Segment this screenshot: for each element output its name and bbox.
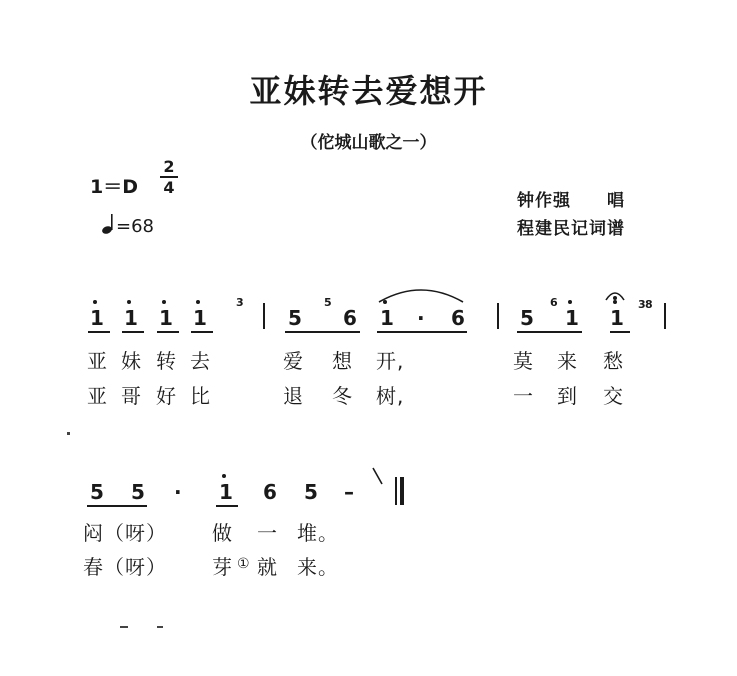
lyric: 来	[557, 349, 578, 373]
time-signature-top: 2	[163, 157, 175, 176]
final-barline-thick	[400, 477, 404, 505]
lyric: 春（呀）	[83, 555, 167, 579]
note: 1	[124, 306, 138, 330]
lyric: 比	[190, 384, 211, 408]
lyric: 开,	[376, 349, 405, 373]
lyric: 哥	[121, 384, 142, 408]
scan-speck	[67, 432, 70, 435]
beam	[122, 331, 144, 333]
note-dash: –	[344, 480, 354, 504]
note: 5	[131, 480, 145, 504]
note: 6	[263, 480, 277, 504]
lyric: 一	[257, 521, 278, 545]
grace-note: 3	[638, 298, 646, 311]
beam	[610, 331, 630, 333]
lyric: 来。	[297, 555, 339, 579]
lyric: 到	[557, 384, 578, 408]
octave-dot	[568, 300, 572, 304]
final-barline-thin	[395, 477, 397, 505]
lyric: 愁	[603, 349, 624, 373]
scan-speck	[120, 626, 128, 628]
page-title: 亚妹转去爱想开	[249, 72, 488, 110]
barline	[263, 303, 265, 329]
note: 6	[451, 306, 465, 330]
note: 5	[288, 306, 302, 330]
lyric: 亚	[87, 349, 108, 373]
note: 1	[610, 306, 624, 330]
lyric: 转	[156, 349, 177, 373]
beam	[216, 505, 238, 507]
note-dot: ·	[174, 480, 182, 504]
time-signature-bottom: 4	[163, 178, 175, 197]
lyric: 去	[190, 349, 211, 373]
lyric: 好	[156, 384, 177, 408]
note: 1	[219, 480, 233, 504]
beam	[87, 505, 147, 507]
barline	[497, 303, 499, 329]
lyric: 亚	[87, 384, 108, 408]
breath-mark-icon	[370, 466, 386, 488]
note: 6	[343, 306, 357, 330]
lyric: 交	[603, 384, 624, 408]
lyric: 就	[257, 555, 278, 579]
grace-note: 5	[324, 296, 332, 309]
lyric: 爱	[283, 349, 304, 373]
note: 1	[159, 306, 173, 330]
note: 1	[565, 306, 579, 330]
key-signature: 1＝D	[90, 176, 138, 198]
note: 1	[193, 306, 207, 330]
lyric: 树,	[376, 384, 405, 408]
lyric: 做	[212, 521, 233, 545]
slur-icon	[376, 284, 466, 306]
quarter-note-icon	[102, 213, 116, 235]
octave-dot	[196, 300, 200, 304]
note: 5	[304, 480, 318, 504]
beam	[191, 331, 213, 333]
note: 1	[90, 306, 104, 330]
scan-speck	[157, 626, 163, 628]
beam	[157, 331, 179, 333]
note: 5	[90, 480, 104, 504]
grace-note: 3	[236, 296, 244, 309]
barline	[664, 303, 666, 329]
note: 5	[520, 306, 534, 330]
lyric: 想	[332, 349, 353, 373]
beam	[377, 331, 467, 333]
recorder-credit: 程建民记词谱	[517, 219, 625, 239]
lyric: 退	[283, 384, 304, 408]
lyric: 芽	[212, 555, 233, 579]
subtitle: （佗城山歌之一）	[300, 133, 437, 153]
lyric: 妹	[121, 349, 142, 373]
beam	[517, 331, 582, 333]
tempo-value: =68	[116, 216, 154, 237]
note: 1	[380, 306, 394, 330]
octave-dot	[222, 474, 226, 478]
octave-dot	[162, 300, 166, 304]
tempo-marking	[102, 213, 154, 237]
note-dot: ·	[417, 306, 425, 330]
lyric: 一	[513, 384, 534, 408]
lyric: 堆。	[297, 521, 339, 545]
footnote-marker: ①	[237, 556, 250, 572]
time-signature	[160, 158, 178, 196]
lyric: 莫	[513, 349, 534, 373]
grace-note: 8	[645, 298, 653, 311]
fermata-icon	[604, 288, 626, 302]
lyric: 闷（呀）	[83, 521, 167, 545]
grace-note: 6	[550, 296, 558, 309]
beam	[88, 331, 110, 333]
singer-credit: 钟作强 唱	[517, 191, 625, 211]
octave-dot	[127, 300, 131, 304]
octave-dot	[93, 300, 97, 304]
beam	[285, 331, 360, 333]
lyric: 冬	[332, 384, 353, 408]
